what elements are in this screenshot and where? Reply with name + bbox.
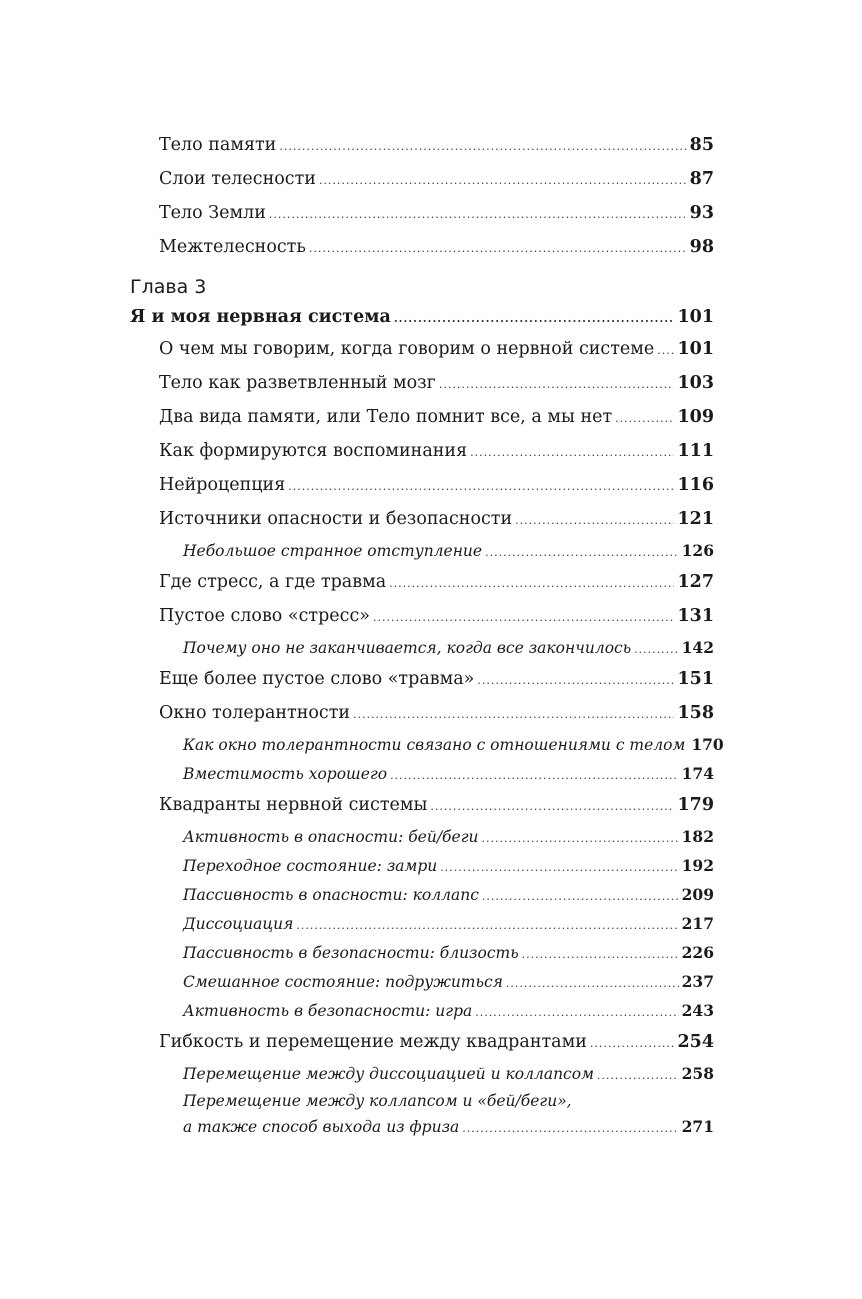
toc-entry-title: Еще более пустое слово «травма»: [159, 669, 475, 689]
toc-subentry[interactable]: [130, 759, 714, 788]
toc-entry-page: 109: [677, 407, 714, 427]
toc-entry-page: 127: [677, 572, 714, 592]
toc-subentry[interactable]: [130, 730, 724, 759]
toc-subentry-title: Почему оно не заканчивается, когда все закончилось: [183, 639, 632, 657]
toc-subentry-title: Активность в опасности: бей/беги: [183, 828, 479, 846]
toc-subentry-page: 126: [681, 541, 714, 560]
toc-entry-title: Окно толерантности: [159, 703, 351, 723]
toc-subentry-page: 192: [681, 856, 714, 875]
toc-subentry-page: 243: [681, 1001, 714, 1020]
toc-entry[interactable]: [130, 662, 714, 696]
dot-leader: [440, 853, 678, 882]
toc-subentry[interactable]: [130, 633, 714, 662]
toc-subentry-page: 209: [681, 885, 714, 904]
toc-entry[interactable]: [130, 565, 714, 599]
toc-entry-title: Межтелесность: [159, 237, 306, 257]
toc-entry[interactable]: [130, 1025, 714, 1059]
dot-leader: [462, 1116, 678, 1142]
toc-subentry-page: 226: [681, 943, 714, 962]
toc-subentry[interactable]: [130, 851, 714, 880]
dot-leader: [309, 232, 687, 266]
toc-entry-page: 158: [677, 703, 714, 723]
chapter-title-entry[interactable]: [130, 302, 714, 332]
toc-subentry-page: 174: [681, 764, 714, 783]
toc-entry[interactable]: [130, 332, 714, 366]
toc-subentry-page: 182: [681, 827, 714, 846]
toc-subentry-title: Небольшое странное отступление: [183, 542, 483, 560]
toc-entry-page: 179: [677, 795, 714, 815]
toc-subentry-title: Как окно толерантности связано с отношениями с телом: [183, 736, 686, 754]
dot-leader: [506, 969, 679, 998]
toc-entry-title: Гибкость и перемещение между квадрантами: [159, 1032, 587, 1052]
toc-subentry-title: Перемещение между диссоциацией и коллапсом: [183, 1065, 594, 1083]
dot-leader: [515, 504, 674, 538]
toc-subentry-title: Пассивность в опасности: коллапс: [183, 886, 479, 904]
toc-entry-page: 254: [677, 1032, 714, 1052]
dot-leader: [439, 368, 675, 402]
toc-entry[interactable]: [130, 468, 714, 502]
toc-subentry-title-line2: а также способ выхода из фриза: [183, 1118, 460, 1136]
dot-leader: [394, 304, 675, 334]
toc-entry-title: Тело памяти: [159, 135, 277, 155]
dot-leader: [522, 940, 679, 969]
toc-subentry[interactable]: [130, 909, 714, 938]
toc-entry[interactable]: [130, 128, 714, 162]
toc-entry-title: Нейроцепция: [159, 475, 286, 495]
toc-entry-page: 87: [689, 169, 714, 189]
toc-subentry[interactable]: [130, 967, 714, 996]
toc-entry[interactable]: [130, 230, 714, 264]
toc-subentry-page: 271: [681, 1117, 714, 1136]
chapter-page: 101: [677, 307, 714, 327]
toc-subentry-title: Активность в безопасности: игра: [183, 1002, 473, 1020]
toc-entry-page: 151: [677, 669, 714, 689]
table-of-contents: [130, 128, 724, 1140]
dot-leader: [279, 130, 686, 164]
toc-subentry[interactable]: [130, 1059, 714, 1088]
toc-entry-title: Два вида памяти, или Тело помнит все, а мы нет: [159, 407, 613, 427]
toc-subentry-page: 217: [681, 914, 714, 933]
dot-leader: [597, 1061, 679, 1090]
toc-entry-title: Пустое слово «стресс»: [159, 606, 370, 626]
toc-entry-title: Тело Земли: [159, 203, 266, 223]
dot-leader: [657, 334, 674, 368]
dot-leader: [485, 538, 679, 567]
toc-entry[interactable]: [130, 696, 714, 730]
toc-subentry-page: 237: [681, 972, 714, 991]
dot-leader: [590, 1027, 675, 1061]
toc-entry[interactable]: [130, 599, 714, 633]
toc-entry-page: 93: [689, 203, 714, 223]
chapter-label: Глава 3: [130, 276, 207, 298]
toc-entry-title: О чем мы говорим, когда говорим о нервной системе: [159, 339, 655, 359]
dot-leader: [634, 635, 678, 664]
dot-leader: [470, 436, 674, 470]
toc-entry-page: 111: [677, 441, 714, 461]
toc-entry-title: Источники опасности и безопасности: [159, 509, 513, 529]
toc-entry-page: 121: [677, 509, 714, 529]
toc-subentry-title-line1: Перемещение между коллапсом и «бей/беги»,: [183, 1092, 572, 1110]
dot-leader: [353, 698, 674, 732]
toc-entry[interactable]: [130, 434, 714, 468]
toc-entry-title: Тело как разветвленный мозг: [159, 373, 436, 393]
toc-entry-title: Где стресс, а где травма: [159, 572, 387, 592]
toc-subentry-title: Пассивность в безопасности: близость: [183, 944, 519, 962]
toc-subentry[interactable]: [130, 822, 714, 851]
toc-subentry-page: 258: [681, 1064, 714, 1083]
toc-entry-title: Как формируются воспоминания: [159, 441, 468, 461]
toc-entry-page: 98: [689, 237, 714, 257]
toc-entry-page: 131: [677, 606, 714, 626]
dot-leader: [269, 198, 687, 232]
toc-subentry[interactable]: [130, 880, 714, 909]
dot-leader: [373, 601, 675, 635]
dot-leader: [288, 470, 674, 504]
dot-leader: [319, 164, 687, 198]
toc-subentry-page: 170: [691, 735, 724, 754]
dot-leader: [390, 761, 679, 790]
toc-entry-title: Слои телесности: [159, 169, 316, 189]
toc-entry[interactable]: [130, 400, 714, 434]
dot-leader: [430, 790, 674, 824]
toc-subentry-title: Вместимость хорошего: [183, 765, 388, 783]
toc-entry[interactable]: [130, 162, 714, 196]
chapter-title: Я и моя нервная система: [130, 307, 391, 327]
dot-leader: [615, 402, 674, 436]
dot-leader: [389, 567, 674, 601]
toc-subentry-title: Переходное состояние: замри: [183, 857, 438, 875]
toc-subentry-page: 142: [681, 638, 714, 657]
toc-entry[interactable]: [130, 366, 714, 400]
toc-entry-title: Квадранты нервной системы: [159, 795, 428, 815]
toc-subentry[interactable]: [130, 996, 714, 1025]
dot-leader: [296, 911, 678, 940]
toc-entry-page: 85: [689, 135, 714, 155]
toc-subentry[interactable]: [130, 938, 714, 967]
toc-entry[interactable]: [130, 788, 714, 822]
dot-leader: [477, 664, 674, 698]
dot-leader: [482, 824, 679, 853]
toc-subentry-title: Диссоциация: [183, 915, 294, 933]
toc-entry-page: 103: [677, 373, 714, 393]
toc-entry[interactable]: [130, 196, 714, 230]
toc-entry[interactable]: [130, 502, 714, 536]
toc-entry-page: 101: [677, 339, 714, 359]
toc-subentry-title: Смешанное состояние: подружиться: [183, 973, 503, 991]
dot-leader: [482, 882, 679, 911]
toc-subentry[interactable]: [130, 536, 714, 565]
toc-entry-page: 116: [677, 475, 714, 495]
dot-leader: [475, 998, 678, 1027]
toc-subentry-multiline[interactable]: [130, 1088, 714, 1140]
